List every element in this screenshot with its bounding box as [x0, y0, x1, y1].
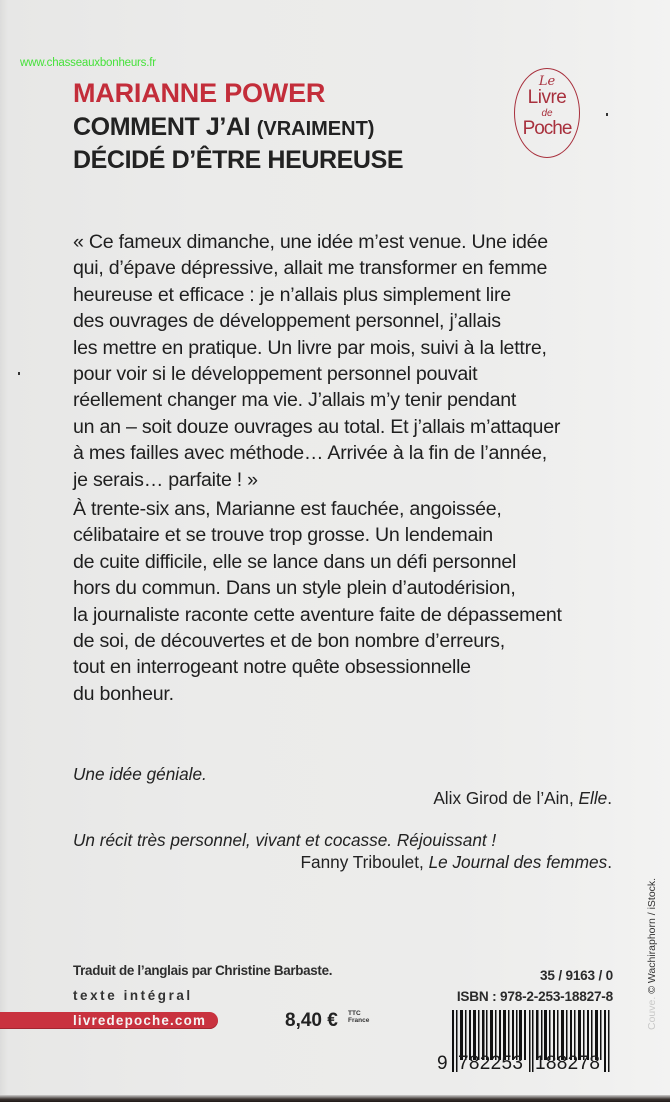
excerpt-line: qui, d’épave dépressive, allait me transformer en femme: [73, 257, 548, 280]
logo-de: de: [541, 108, 553, 119]
review-source: Elle: [578, 788, 608, 808]
logo-livre: Livre: [527, 87, 567, 108]
price-region: France: [348, 1017, 370, 1024]
summary-line: du bonheur.: [73, 682, 174, 705]
excerpt-line: heureuse et efficace : je n’allais plus simplement lire: [73, 283, 511, 306]
cover-credit-text: © Wachiraphorn / iStock.: [646, 877, 658, 994]
excerpt-line: pour voir si le développement personnel pouvait: [73, 363, 478, 386]
review-quote-2: [73, 829, 496, 851]
review-author: Alix Girod de l’Ain,: [433, 788, 579, 808]
unabridged-label: texte intégral: [73, 988, 193, 1003]
catalog-code: 35 / 9163 / 0: [540, 968, 613, 983]
excerpt-line: des ouvrages de développement personnel, j’allais: [73, 310, 501, 333]
excerpt-line: un an – soit douze ouvrages au total. Et j’allais m’attaquer: [73, 415, 561, 438]
translator-credit: Traduit de l’anglais par Christine Barbaste.: [73, 963, 333, 978]
barcode-digits-group-1: 782253: [458, 1053, 524, 1074]
review-attribution-1: [433, 787, 612, 809]
website-link[interactable]: livredepoche.com: [73, 1013, 207, 1028]
watermark-url: www.chasseauxbonheurs.fr: [20, 57, 156, 69]
isbn-number: ISBN : 978-2-253-18827-8: [456, 989, 613, 1004]
summary-line: la journaliste raconte cette aventure faite de dépassement: [73, 603, 562, 626]
book-summary: [73, 496, 633, 707]
summary-line: hors du commun. Dans un style plein d’autodérision,: [73, 577, 516, 600]
review-period: .: [607, 852, 612, 872]
book-bottom-edge: [0, 1095, 670, 1102]
logo-le: Le: [538, 74, 556, 89]
barcode-digits-group-2: 188278: [535, 1053, 601, 1074]
excerpt-line: je serais… parfaite ! »: [73, 468, 258, 491]
review-author: Fanny Triboulet,: [300, 852, 429, 872]
price: 8,40 €: [285, 1010, 338, 1031]
author-name: MARIANNE POWER: [73, 78, 326, 108]
cover-credit-prefix: Couve.: [646, 996, 658, 1030]
speck: [606, 113, 608, 116]
excerpt-quote: [73, 229, 633, 493]
review-period: .: [607, 788, 612, 808]
excerpt-line: réellement changer ma vie. J’allais m’y tenir pendant: [73, 389, 517, 412]
review-source: Le Journal des femmes: [428, 852, 608, 872]
cover-credit: [646, 878, 658, 1030]
review-attribution-2: [301, 851, 612, 873]
barcode-digit-first: 9: [437, 1053, 448, 1074]
price-ttc: TTC: [348, 1010, 361, 1017]
livre-de-poche-logo: [514, 68, 580, 158]
excerpt-line: « Ce fameux dimanche, une idée m’est venue. Une idée: [73, 231, 548, 253]
review-quote-text: Un récit très personnel, vivant et cocasse. Réjouissant !: [73, 830, 497, 850]
review-quote-1: [73, 763, 207, 785]
excerpt-line: les mettre en pratique. Un livre par mois, suivi à la lettre,: [73, 336, 547, 359]
book-title-main: COMMENT J’AI: [73, 113, 251, 141]
book-title-line-1: [73, 113, 374, 144]
book-title-line-2: DÉCIDÉ D’ÊTRE HEUREUSE: [73, 146, 404, 174]
summary-line: de cuite difficile, elle se lance dans un défi personnel: [73, 550, 517, 573]
summary-line: À trente-six ans, Marianne est fauchée, angoissée,: [73, 498, 502, 520]
speck: [18, 372, 20, 375]
price-tax-label: [348, 1010, 369, 1024]
summary-line: de soi, de découvertes et de bon nombre d’erreurs,: [73, 630, 505, 653]
logo-poche: Poche: [522, 118, 572, 139]
summary-line: célibataire et se trouve trop grosse. Un lendemain: [73, 524, 493, 547]
book-title-parenthetical: (VRAIMENT): [256, 118, 375, 140]
review-quote-text: Une idée géniale.: [73, 764, 207, 784]
excerpt-line: à mes failles avec méthode… Arrivée à la fin de l’année,: [73, 442, 547, 465]
website-banner[interactable]: [0, 1012, 218, 1029]
summary-line: tout en interrogeant notre quête obsessionnelle: [73, 656, 471, 679]
